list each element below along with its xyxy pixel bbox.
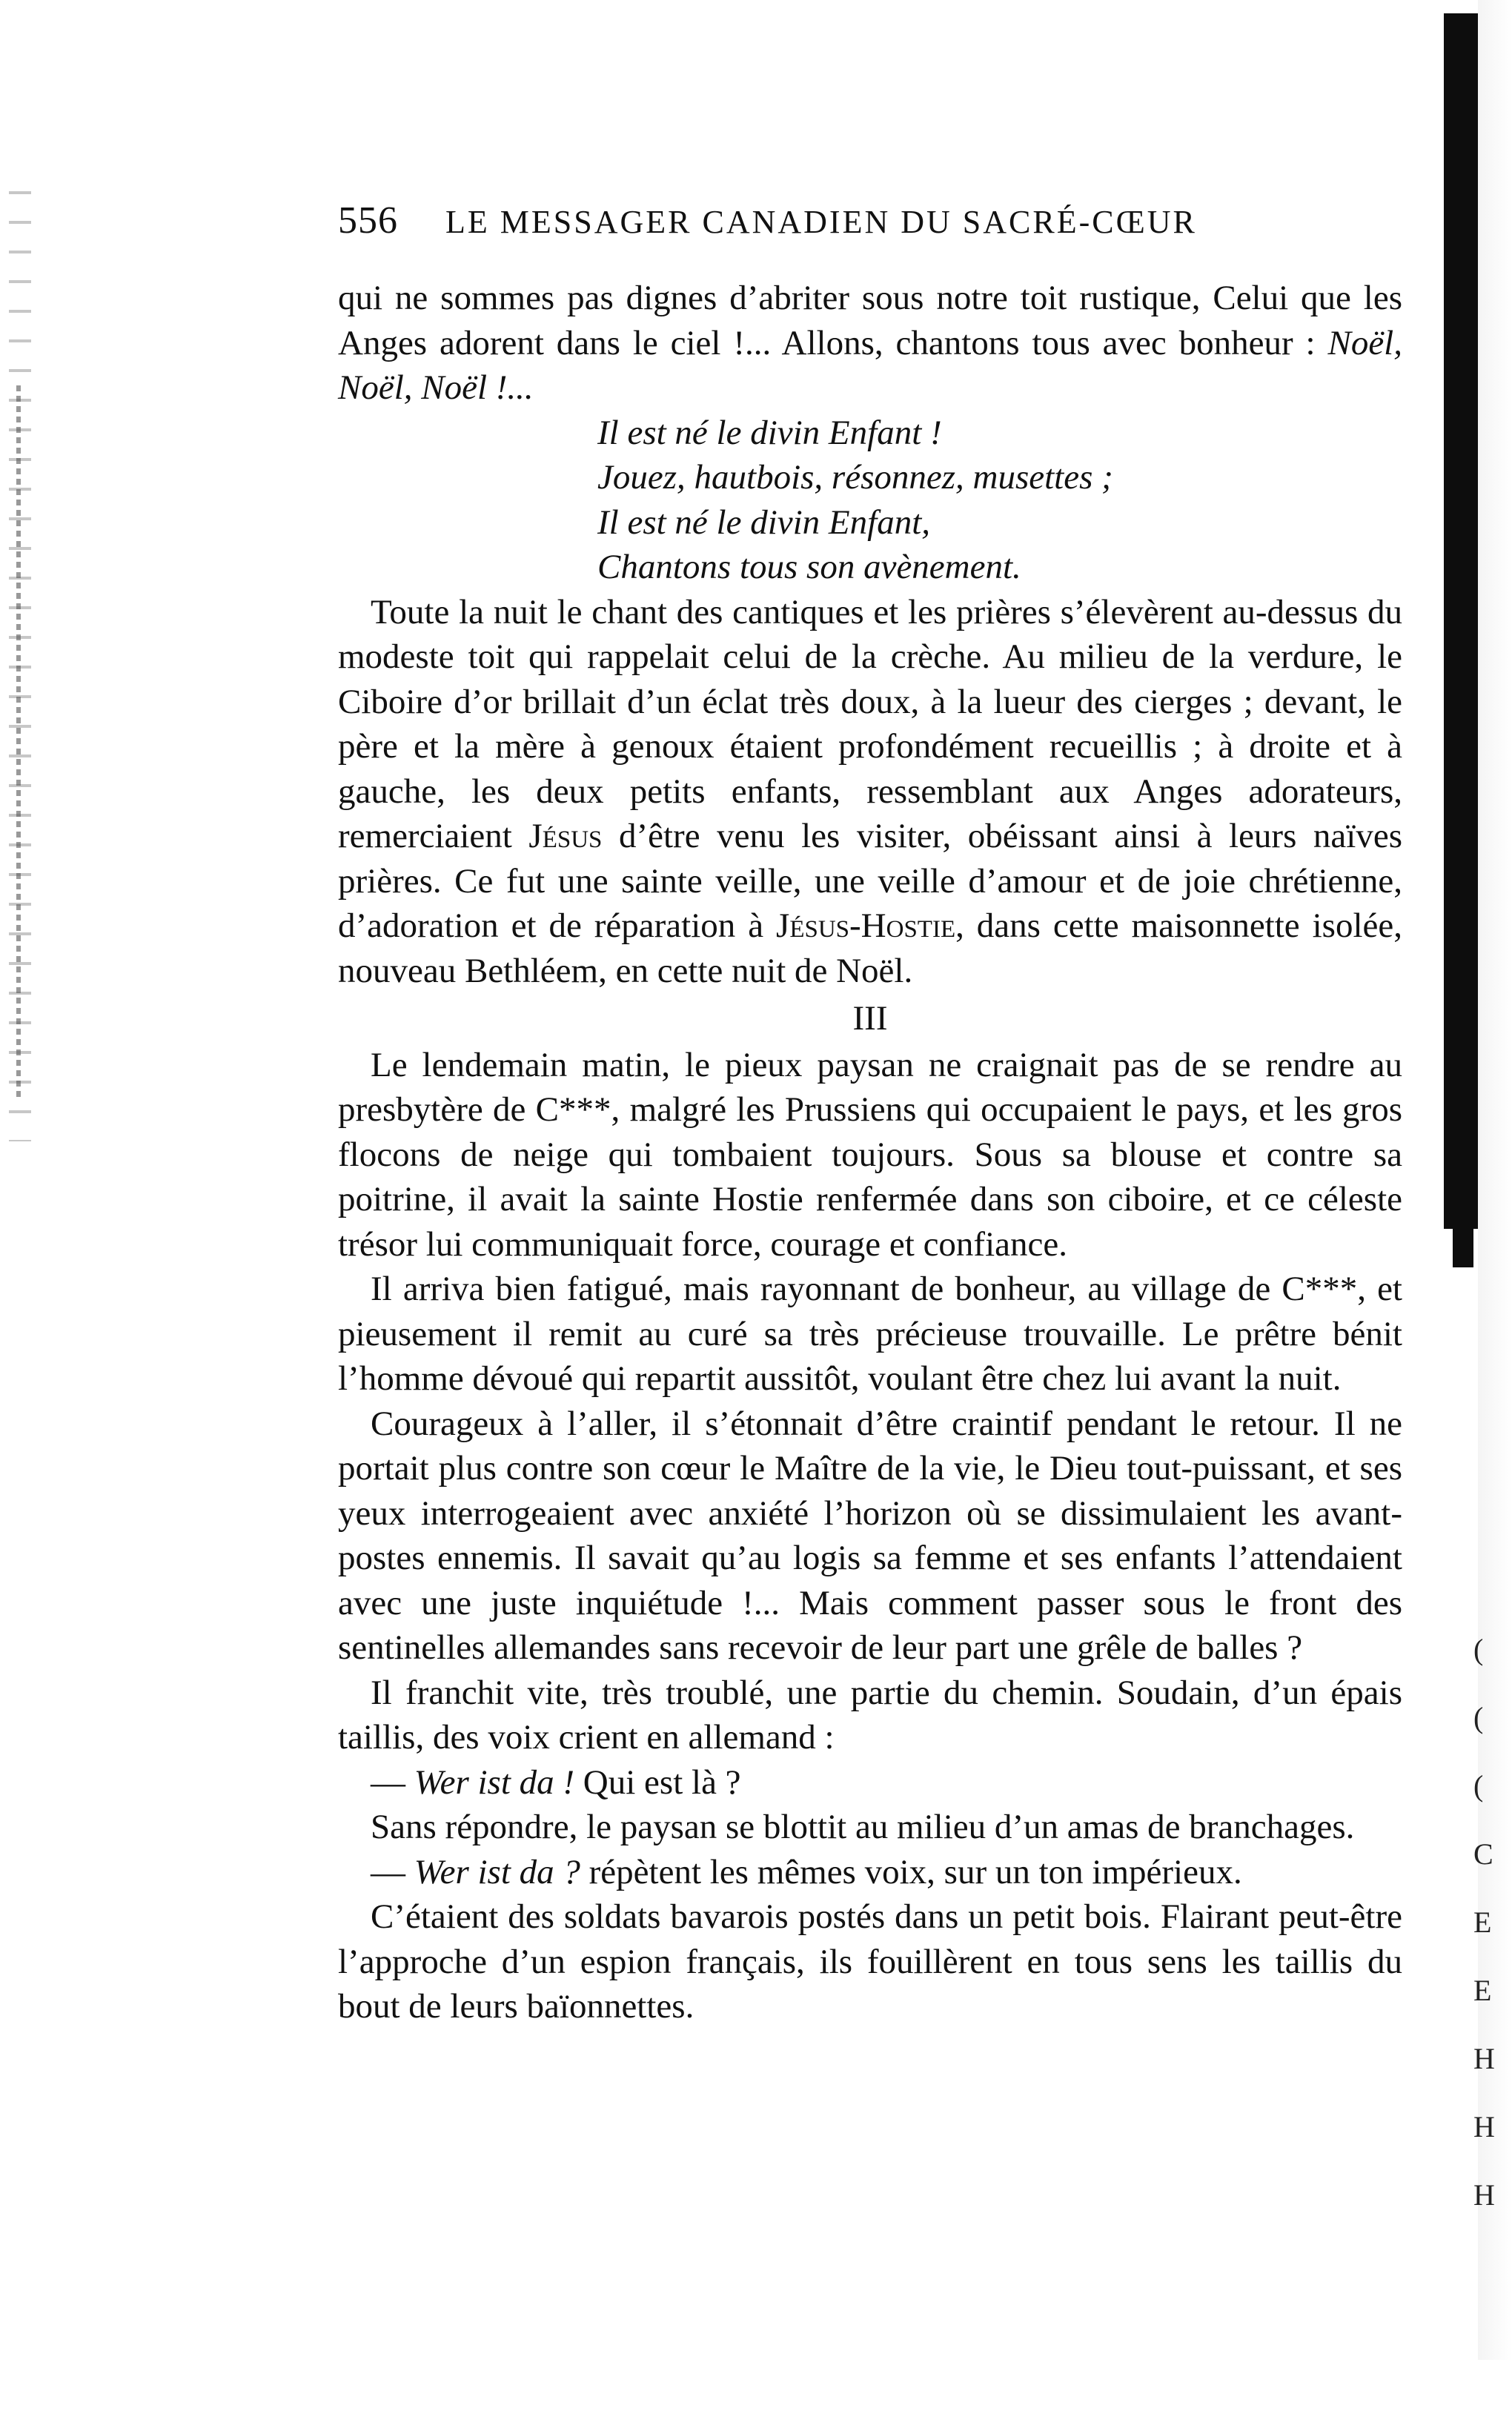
verse-line: Chantons tous son avènement.	[597, 548, 1021, 586]
paragraph: Le lendemain matin, le pieux paysan ne craignait pas de se rendre au presbytère de C***, malgré les Prussiens qui occupaient le pays, et les gros flocons de neige qui tombaient toujours. Sous sa blouse et contre sa poitrine, il avait la sainte Hostie renfermée dans son ciboire, et ce céleste trésor lui communiquait force, courage et confiance.	[338, 1045, 1402, 1264]
binding-stitch	[16, 385, 21, 1097]
verse-line: Il est né le divin Enfant,	[597, 503, 931, 542]
margin-letter: H	[1473, 2178, 1495, 2212]
running-header	[338, 199, 1361, 242]
dialogue-line: — Wer ist da ? répètent les mêmes voix, sur un ton impérieux.	[371, 1852, 1242, 1891]
verse-line: Il est né le divin Enfant !	[597, 413, 942, 452]
section-heading: III	[852, 999, 888, 1038]
paragraph: Il franchit vite, très troublé, une partie du chemin. Soudain, d’un épais taillis, des voix crient en allemand :	[338, 1673, 1402, 1757]
facing-page-letters	[1473, 1616, 1496, 2431]
margin-letter: C	[1473, 1837, 1493, 1871]
margin-letter: E	[1473, 1906, 1492, 1939]
paragraph: Il arriva bien fatigué, mais rayonnant de bonheur, au village de C***, et pieusement il remit au curé sa très précieuse trouvaille. Le prêtre bénit l’homme dévoué qui repartit aussitôt, voulant être chez lui avant la nuit.	[338, 1270, 1402, 1398]
article-body	[338, 276, 1402, 2029]
paragraph: Courageux à l’aller, il s’étonnait d’être craintif pendant le retour. Il ne portait plus contre son cœur le Maître de la vie, le Dieu tout-puissant, et ses yeux interrogeaient avec anxiété l’horizon où se dissimulaient les avant-postes ennemis. Il savait qu’au logis sa femme et ses enfants l’attendaient avec une juste inquiétude !... Mais comment passer sous le front des sentinelles allemandes sans recevoir de leur part une grêle de balles ?	[338, 1404, 1402, 1667]
running-title: LE MESSAGER CANADIEN DU SACRÉ-CŒUR	[445, 204, 1197, 240]
paragraph: Toute la nuit le chant des cantiques et les prières s’élevèrent au-dessus du modeste toit qui rappelait celui de la crèche. Au milieu de la verdure, le Ciboire d’or brillait d’un éclat très doux, à la lueur des cierges ; devant, le père et la mère à genoux étaient profondément recueillis ; à droite et à gauche, les deux petits enfants, ressemblant aux Anges adorateurs, remerciaient Jésus d’être venu les visiter, obéissant ainsi à leurs naïves prières. Ce fut une sainte veille, une veille d’amour et de joie chrétienne, d’adoration et de réparation à Jésus-Hostie, dans cette maisonnette isolée, nouveau Bethléem, en cette nuit de Noël.	[338, 592, 1403, 990]
paragraph: Sans répondre, le paysan se blottit au milieu d’un amas de branchages.	[371, 1808, 1355, 1846]
paragraph: C’étaient des soldats bavarois postés dans un petit bois. Flairant peut-être l’approche d’un espion français, ils fouillèrent en tous sens les taillis du bout de leurs baïonnettes.	[338, 1897, 1402, 2026]
dialogue-line: — Wer ist da ! Qui est là ?	[371, 1762, 741, 1802]
margin-letter: (	[1473, 1769, 1484, 1802]
paragraph: qui ne sommes pas dignes d’abriter sous notre toit rustique, Celui que les Anges adorent dans le ciel !... Allons, chantons tous avec bonheur : Noël, Noël, Noël !...	[338, 279, 1402, 407]
scan-dark-edge	[1444, 13, 1478, 1229]
scan-dark-edge-lower	[1453, 1216, 1473, 1267]
margin-letter: H	[1473, 2042, 1495, 2075]
margin-letter: H	[1473, 2110, 1495, 2143]
margin-letter: (	[1473, 1633, 1484, 1666]
verse-line: Jouez, hautbois, résonnez, musettes ;	[597, 458, 1113, 497]
page-number: 556	[338, 199, 398, 242]
margin-letter: E	[1473, 1974, 1492, 2007]
margin-letter: (	[1473, 1701, 1484, 1734]
